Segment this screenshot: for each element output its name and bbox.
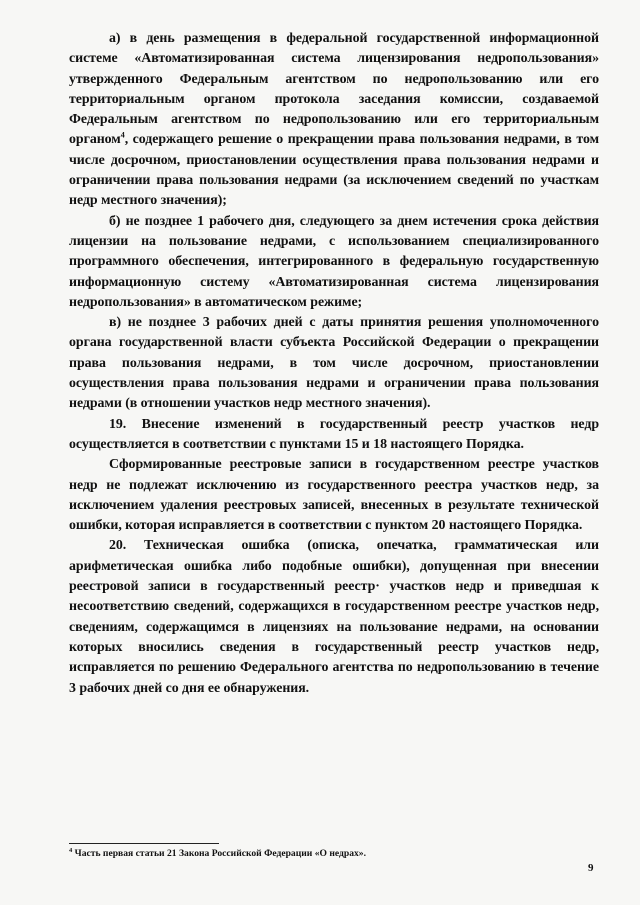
footnote-separator: [69, 843, 219, 844]
paragraph-a-text: а) в день размещения в федеральной государственной информационной системе «Автоматизированная система лицензирования недропользования» утвержденного Федеральным агентством по недропользованию или его территориальным органом протокола заседания комиссии, создаваемой Федеральным агентством по недропользованию или его территориальным органом: [69, 31, 599, 148]
paragraph-19: 19. Внесение изменений в государственный реестр участков недр осуществляется в соответствии с пунктами 15 и 18 настоящего Порядка.: [69, 416, 599, 452]
paragraph-19-continued: Сформированные реестровые записи в государственном реестре участков недр не подлежат исключению из государственного реестра участков недр, за исключением удаления реестровых записей, внесенных в результате технической ошибки, которая исправляется в соответствии с пунктом 20 настоящего Порядка.: [69, 457, 599, 534]
footnote-reference: 4: [120, 130, 125, 140]
footnote-text: Часть первая статьи 21 Закона Российской Федерации «О недрах».: [72, 848, 367, 859]
footnote: [69, 848, 366, 859]
paragraph-a-text-continued: , содержащего решение о прекращении права пользования недрами, в том числе досрочном, приостановлении осуществления права пользования недрами и ограничении права пользования недрами (за исключением сведений по участкам недр местного значения);: [69, 132, 599, 209]
paragraph-v: в) не позднее 3 рабочих дней с даты принятия решения уполномоченного органа государственной власти субъекта Российской Федерации о прекращении права пользования недрами, в том числе досрочном, приостановлении осуществления права пользования недрами и ограничении права пользования недрами (в отношении участков недр местного значения).: [69, 315, 599, 412]
paragraph-20: 20. Техническая ошибка (описка, опечатка, грамматическая или арифметическая ошибка либо подобные ошибки), допущенная при внесении реестровой записи в государственный реестр· участков недр и приведшая к несоответствию сведений, содержащихся в государственном реестре участков недр, сведениям, содержащимся в лицензиях на пользование недрами, на основании которых вносились сведения в государственный реестр участков недр, исправляется по решению Федерального агентства по недропользованию в течение 3 рабочих дней со дня ее обнаружения.: [69, 538, 599, 696]
paragraph-b: б) не позднее 1 рабочего дня, следующего за днем истечения срока действия лицензии на пользование недрами, с использованием специализированного программного обеспечения, интегрированного в федеральную государственную информационную систему «Автоматизированная система лицензирования недропользования» в автоматическом режиме;: [69, 213, 599, 310]
document-body: [69, 29, 599, 699]
paragraph-a: [69, 29, 599, 212]
page-number: 9: [588, 862, 594, 874]
footnote-marker: 4: [69, 846, 73, 854]
